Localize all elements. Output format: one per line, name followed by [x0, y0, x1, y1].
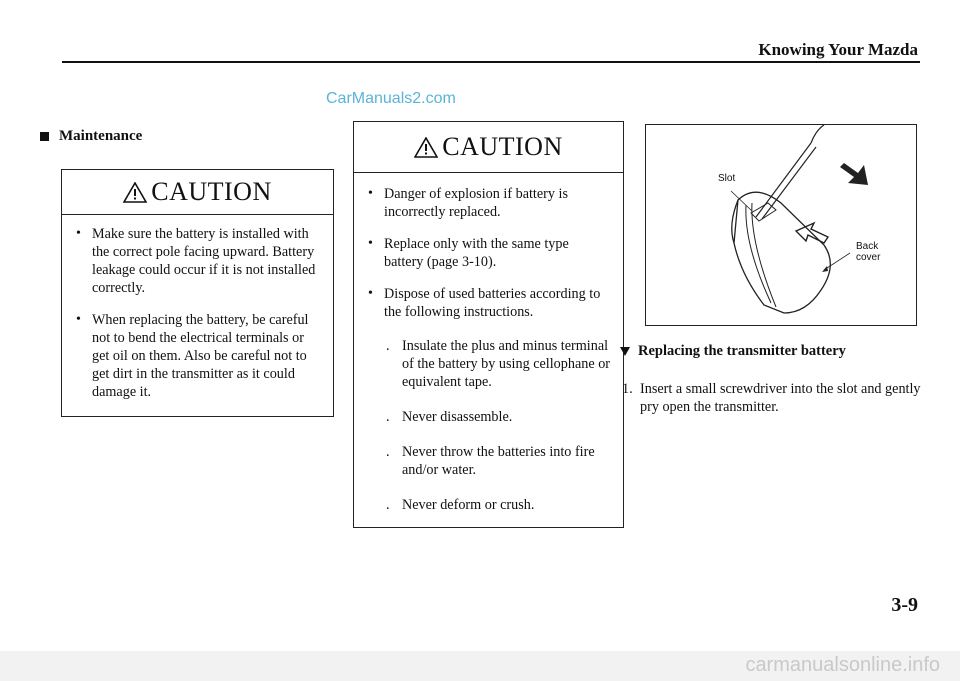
list-item-text: Make sure the battery is installed with the correct pole facing upward. Battery leakage could occur if it is not installed correctly. — [92, 226, 316, 296]
header-rule — [62, 61, 920, 63]
bullet-icon: • — [76, 312, 81, 327]
list-item-text: Danger of explosion if battery is incorrectly replaced. — [384, 186, 568, 220]
caution-box-left — [61, 169, 334, 417]
list-item — [76, 311, 321, 401]
caution-title: CAUTION — [442, 132, 563, 161]
bullet-icon: • — [368, 236, 373, 251]
step-number: 1. — [622, 381, 633, 397]
figure-caption-text: Replacing the transmitter battery — [638, 343, 846, 359]
list-item — [368, 235, 611, 271]
sub-list-item — [386, 337, 611, 391]
list-item — [368, 185, 611, 221]
sub-bullet-mark: . — [386, 338, 390, 354]
section-heading — [40, 128, 142, 145]
transmitter-drawing — [646, 125, 916, 325]
sub-list-item — [386, 443, 611, 479]
bullet-icon: • — [368, 186, 373, 201]
list-item — [368, 285, 611, 321]
running-header: Knowing Your Mazda — [758, 40, 918, 59]
sub-list-item-text: Never deform or crush. — [402, 497, 535, 513]
footer-watermark-link[interactable]: carmanualsonline.info — [745, 654, 940, 676]
slot-label: Slot — [718, 173, 736, 184]
list-item — [76, 225, 321, 297]
square-bullet-icon — [40, 132, 49, 141]
warning-triangle-icon — [414, 137, 438, 158]
step-text: Insert a small screwdriver into the slot and gently pry open the transmitter. — [640, 381, 921, 415]
watermark-link[interactable]: CarManuals2.com — [326, 90, 456, 107]
step-item — [622, 380, 922, 416]
list-item-text: Dispose of used batteries according to the following instructions. — [384, 286, 601, 320]
bullet-icon: • — [76, 226, 81, 241]
sub-list-item — [386, 408, 611, 426]
sub-list-item — [386, 496, 611, 514]
caution-header — [354, 122, 623, 173]
sub-list-item-text: Never throw the batteries into fire and/or water. — [402, 444, 595, 478]
list-item-text: When replacing the battery, be careful not to bend the electrical terminals or get oil on them. Also be careful not to get dirt in the transmitter as it could damage it. — [92, 312, 309, 400]
caution-header — [62, 170, 333, 215]
section-heading-label: Maintenance — [59, 128, 143, 144]
sub-bullet-mark: . — [386, 444, 390, 460]
cover-label: cover — [856, 252, 881, 263]
sub-list-item-text: Insulate the plus and minus terminal of the battery by using cellophane or equivalent tape. — [402, 338, 611, 390]
triangle-down-icon — [620, 347, 630, 356]
back-label: Back — [856, 241, 879, 252]
sub-bullet-mark: . — [386, 409, 390, 425]
figure-caption — [620, 343, 846, 360]
sub-list-item-text: Never disassemble. — [402, 409, 513, 425]
sub-bullet-mark: . — [386, 497, 390, 513]
transmitter-illustration — [645, 124, 917, 326]
warning-triangle-icon — [123, 182, 147, 203]
list-item-text: Replace only with the same type battery (page 3-10). — [384, 236, 569, 270]
caution-box-middle — [353, 121, 624, 528]
caution-title: CAUTION — [151, 177, 272, 206]
bullet-icon: • — [368, 286, 373, 301]
page-number: 3-9 — [891, 594, 918, 616]
